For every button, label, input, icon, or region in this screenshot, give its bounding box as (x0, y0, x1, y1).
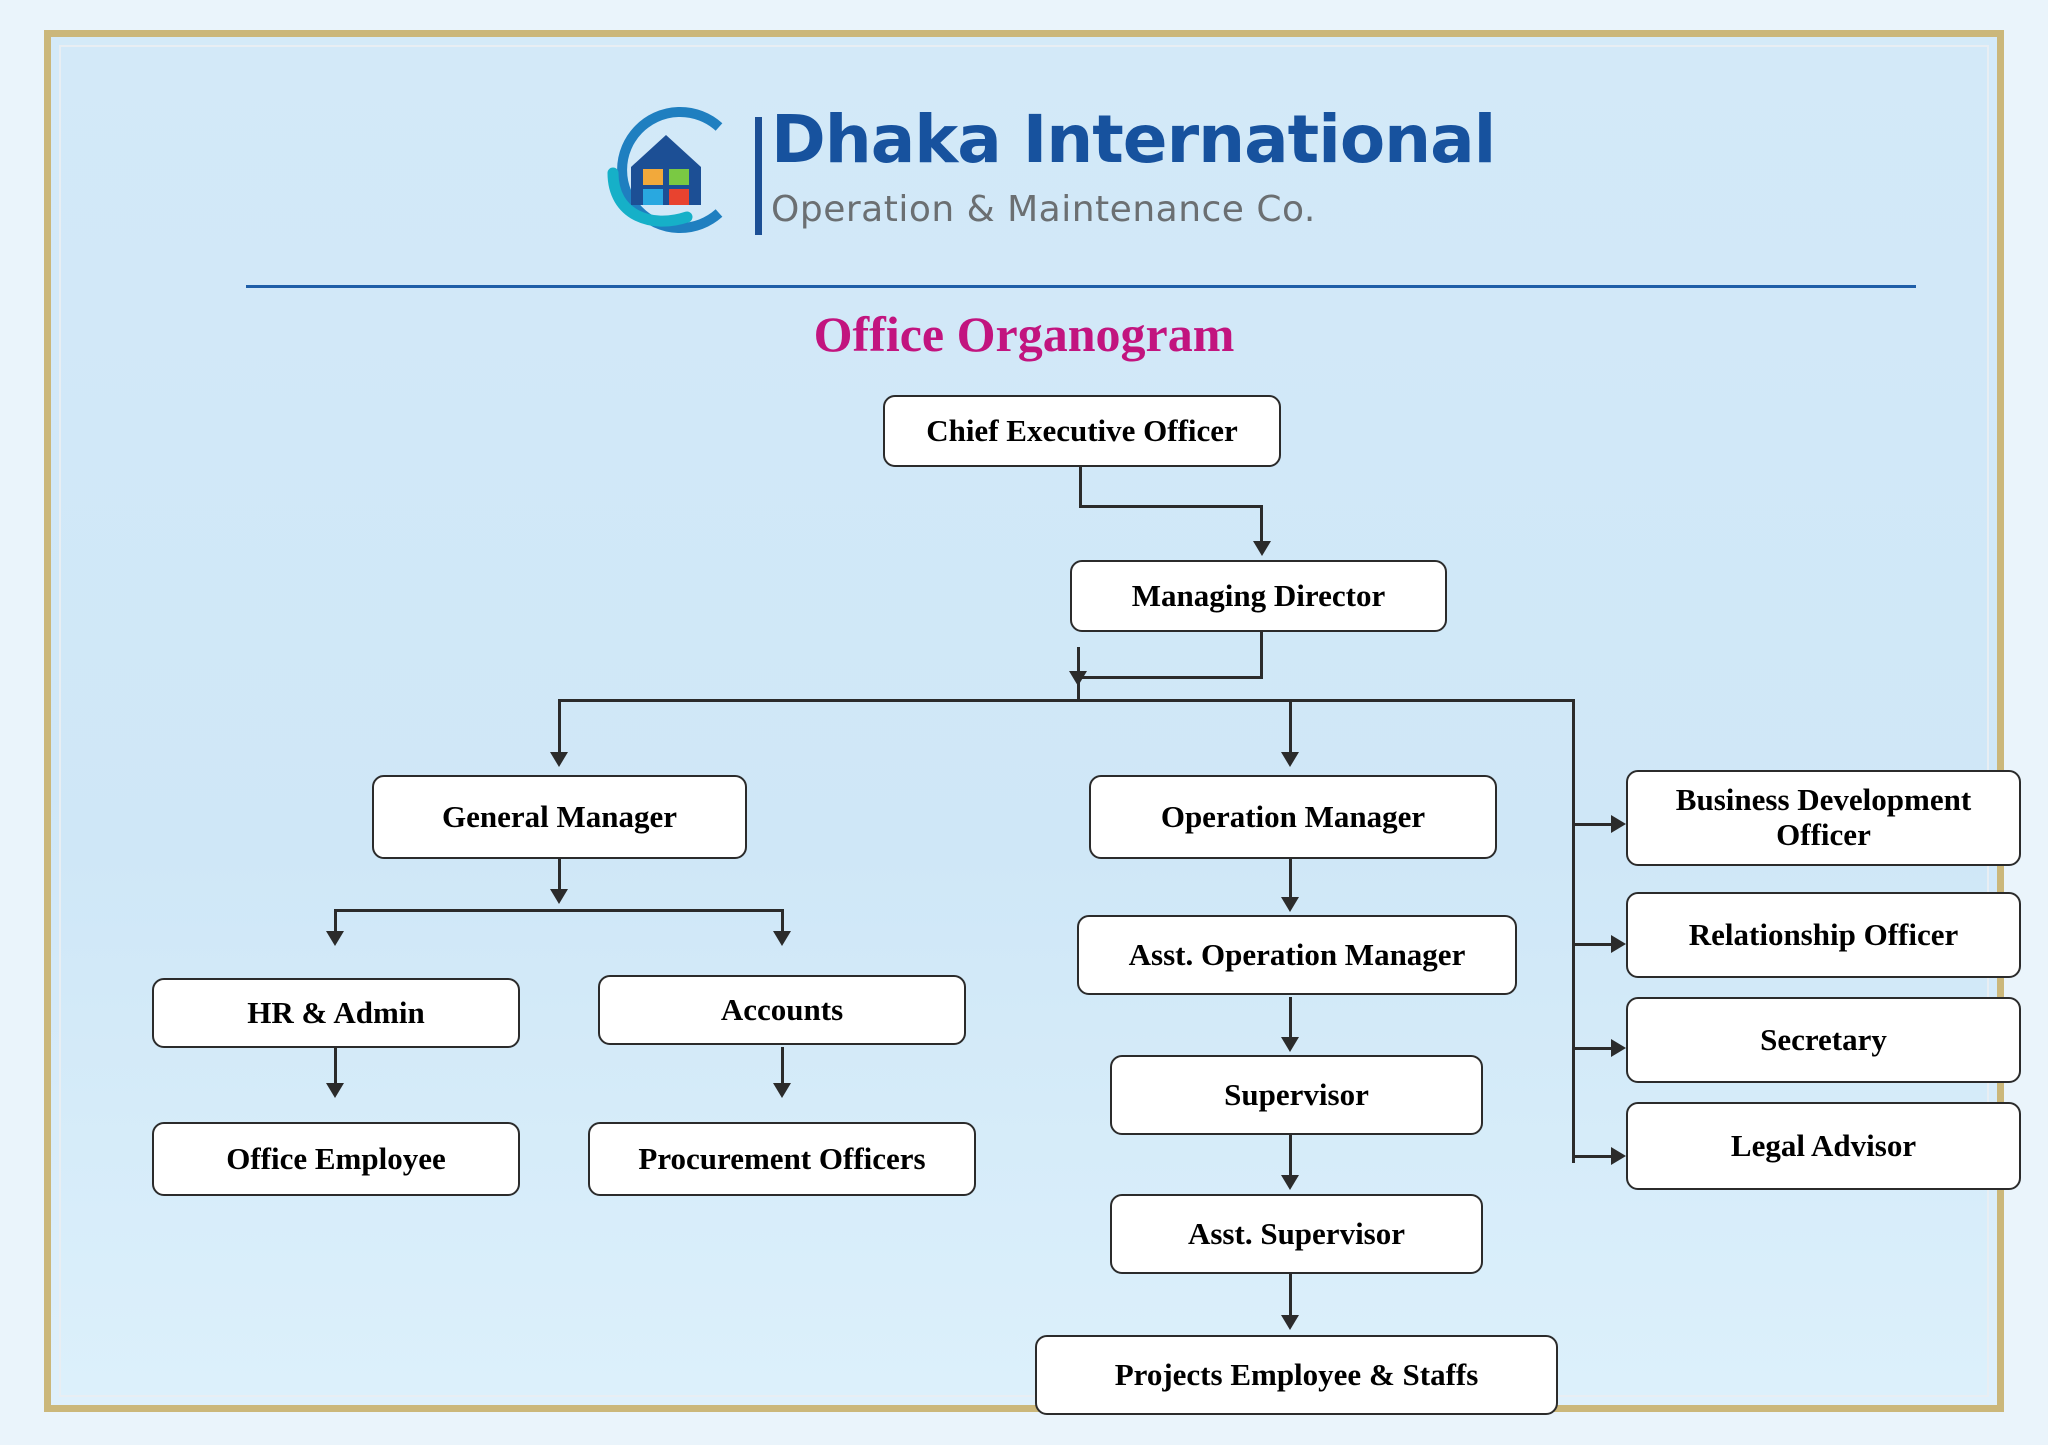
node-secretary[interactable]: Secretary (1626, 997, 2021, 1083)
company-tagline: Operation & Maintenance Co. (771, 189, 1316, 230)
node-office-employee[interactable]: Office Employee (152, 1122, 520, 1196)
node-hr-and-admin[interactable]: HR & Admin (152, 978, 520, 1048)
node-asst-supervisor[interactable]: Asst. Supervisor (1110, 1194, 1483, 1274)
header-divider-rule (246, 285, 1916, 288)
node-supervisor[interactable]: Supervisor (1110, 1055, 1483, 1135)
house-in-hand-logo-icon (591, 105, 741, 235)
arrow-icon (1611, 1147, 1626, 1165)
brand-divider (755, 117, 762, 235)
node-relationship-officer[interactable]: Relationship Officer (1626, 892, 2021, 978)
node-managing-director[interactable]: Managing Director (1070, 560, 1447, 632)
arrow-icon (1281, 752, 1299, 767)
arrow-icon (1253, 541, 1271, 556)
connector (1079, 505, 1263, 508)
node-chief-executive-officer[interactable]: Chief Executive Officer (883, 395, 1281, 467)
arrow-icon (326, 931, 344, 946)
node-projects-employee-and-staffs[interactable]: Projects Employee & Staffs (1035, 1335, 1558, 1415)
node-general-manager[interactable]: General Manager (372, 775, 747, 859)
node-legal-advisor[interactable]: Legal Advisor (1626, 1102, 2021, 1190)
connector (1289, 699, 1292, 756)
document-header (61, 67, 1987, 247)
connector (334, 909, 784, 912)
connector (1077, 676, 1263, 679)
arrow-icon (1611, 815, 1626, 833)
connector (1572, 1047, 1614, 1050)
node-accounts[interactable]: Accounts (598, 975, 966, 1045)
connector (558, 699, 561, 756)
arrow-icon (550, 889, 568, 904)
brand-text (771, 101, 1496, 230)
node-operation-manager[interactable]: Operation Manager (1089, 775, 1497, 859)
connector (1572, 943, 1614, 946)
arrow-icon (1611, 1039, 1626, 1057)
arrow-icon (1281, 897, 1299, 912)
connector-right-spine (1572, 699, 1575, 1163)
decorative-frame (44, 30, 2004, 1412)
connector-bus (558, 699, 1572, 702)
arrow-icon (1281, 1037, 1299, 1052)
arrow-icon (1281, 1175, 1299, 1190)
node-business-development-officer[interactable]: Business Development Officer (1626, 770, 2021, 866)
arrow-icon (1611, 935, 1626, 953)
node-procurement-officers[interactable]: Procurement Officers (588, 1122, 976, 1196)
arrow-icon (773, 931, 791, 946)
page-title: Office Organogram (813, 306, 1235, 362)
connector (1572, 1155, 1614, 1158)
connector (1572, 823, 1614, 826)
company-name: Dhaka International (771, 101, 1496, 178)
arrow-icon (550, 752, 568, 767)
arrow-icon (1281, 1315, 1299, 1330)
connector (1260, 505, 1263, 545)
arrow-icon (773, 1083, 791, 1098)
connector (1077, 647, 1080, 699)
node-asst-operation-manager[interactable]: Asst. Operation Manager (1077, 915, 1517, 995)
connector (1079, 467, 1082, 505)
chart-canvas (59, 45, 1989, 1397)
arrow-icon (326, 1083, 344, 1098)
